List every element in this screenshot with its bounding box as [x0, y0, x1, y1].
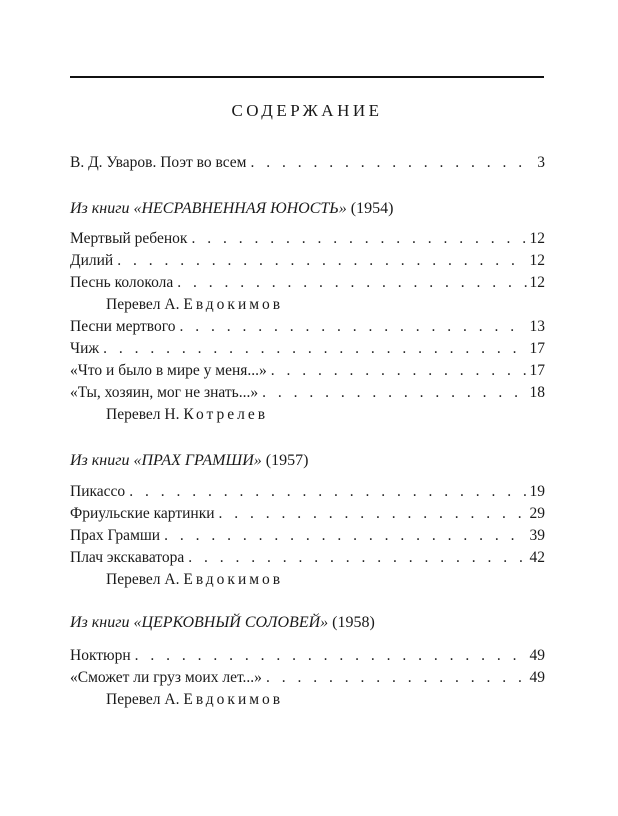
translator-credit — [106, 569, 283, 591]
translator-credit — [106, 404, 268, 426]
toc-entry[interactable] — [70, 250, 545, 272]
section-year: (1954) — [350, 200, 394, 217]
section-heading-1 — [70, 198, 545, 220]
toc-entry[interactable] — [70, 547, 545, 569]
translator-label: Перевел А. — [106, 571, 180, 588]
toc-entry-title: Фриульские картинки — [70, 505, 215, 522]
dot-leader — [219, 503, 527, 525]
translator-credit — [106, 689, 283, 711]
toc-entry[interactable] — [70, 382, 545, 404]
dot-leader — [250, 152, 527, 174]
toc-entry-title: «Сможет ли груз моих лет...» — [70, 669, 262, 686]
dot-leader — [266, 667, 527, 689]
translator-name: Евдокимов — [183, 571, 284, 588]
toc-entry-title: Песнь колокола — [70, 274, 174, 291]
translator-credit — [106, 294, 283, 316]
section-title: Из книги «ЦЕРКОВНЫЙ СОЛОВЕЙ» — [70, 614, 329, 631]
toc-entry-page: 12 — [529, 230, 545, 247]
toc-entry-title: Ноктюрн — [70, 647, 131, 664]
section-year: (1957) — [265, 452, 309, 469]
dot-leader — [271, 360, 527, 382]
toc-entry-page: 19 — [529, 483, 545, 500]
toc-entry-page: 13 — [529, 318, 545, 335]
toc-entry-title: «Что и было в мире у меня...» — [70, 362, 267, 379]
toc-entry-title: Песни мертвого — [70, 318, 176, 335]
section-year: (1958) — [332, 614, 375, 631]
section-title: Из книги «ПРАХ ГРАМШИ» — [70, 452, 262, 469]
translator-label: Перевел Н. — [106, 406, 180, 423]
toc-entry-page: 3 — [537, 154, 545, 171]
dot-leader — [262, 382, 527, 404]
dot-leader — [129, 481, 527, 503]
toc-entry-title: «Ты, хозяин, мог не знать...» — [70, 384, 259, 401]
section-heading-3 — [70, 612, 545, 634]
toc-entry-page: 42 — [529, 549, 545, 566]
dot-leader — [180, 316, 528, 338]
dot-leader — [188, 547, 527, 569]
translator-label: Перевел А. — [106, 691, 180, 708]
toc-entry-title: Прах Грамши — [70, 527, 161, 544]
toc-entry[interactable] — [70, 503, 545, 525]
toc-entry-title: Пикассо — [70, 483, 126, 500]
top-rule — [70, 76, 544, 78]
section-title: Из книги «НЕСРАВНЕННАЯ ЮНОСТЬ» — [70, 200, 347, 217]
translator-name: Котрелев — [183, 406, 269, 423]
toc-entry-title: Плач экскаватора — [70, 549, 185, 566]
toc-entry[interactable] — [70, 316, 545, 338]
translator-name: Евдокимов — [183, 691, 284, 708]
toc-entry[interactable] — [70, 645, 545, 667]
toc-entry[interactable] — [70, 228, 545, 250]
toc-entry-page: 12 — [529, 252, 545, 269]
toc-entry-page: 17 — [529, 340, 545, 357]
toc-entry[interactable] — [70, 338, 545, 360]
translator-label: Перевел А. — [106, 296, 180, 313]
toc-entry[interactable] — [70, 525, 545, 547]
dot-leader — [117, 250, 527, 272]
dot-leader — [164, 525, 527, 547]
contents-heading: СОДЕРЖАНИЕ — [231, 101, 383, 120]
section-heading-2 — [70, 450, 545, 472]
toc-entry-page: 29 — [529, 505, 545, 522]
toc-entry-page: 18 — [529, 384, 545, 401]
toc-entry[interactable] — [70, 481, 545, 503]
toc-entry-page: 17 — [529, 362, 545, 379]
toc-entry-title: Мертвый ребенок — [70, 230, 188, 247]
toc-entry-intro[interactable] — [70, 152, 545, 174]
toc-entry-page: 49 — [529, 669, 545, 686]
toc-entry-page: 39 — [529, 527, 545, 544]
dot-leader — [191, 228, 527, 250]
toc-entry-title: Дилий — [70, 252, 114, 269]
dot-leader — [103, 338, 527, 360]
toc-entry-title: В. Д. Уваров. Поэт во всем — [70, 154, 247, 171]
toc-entry[interactable] — [70, 272, 545, 294]
toc-entry[interactable] — [70, 360, 545, 382]
dot-leader — [135, 645, 527, 667]
toc-entry-page: 49 — [529, 647, 545, 664]
toc-entry[interactable] — [70, 667, 545, 689]
toc-entry-page: 12 — [529, 274, 545, 291]
toc-entry-title: Чиж — [70, 340, 100, 357]
dot-leader — [177, 272, 527, 294]
translator-name: Евдокимов — [183, 296, 284, 313]
